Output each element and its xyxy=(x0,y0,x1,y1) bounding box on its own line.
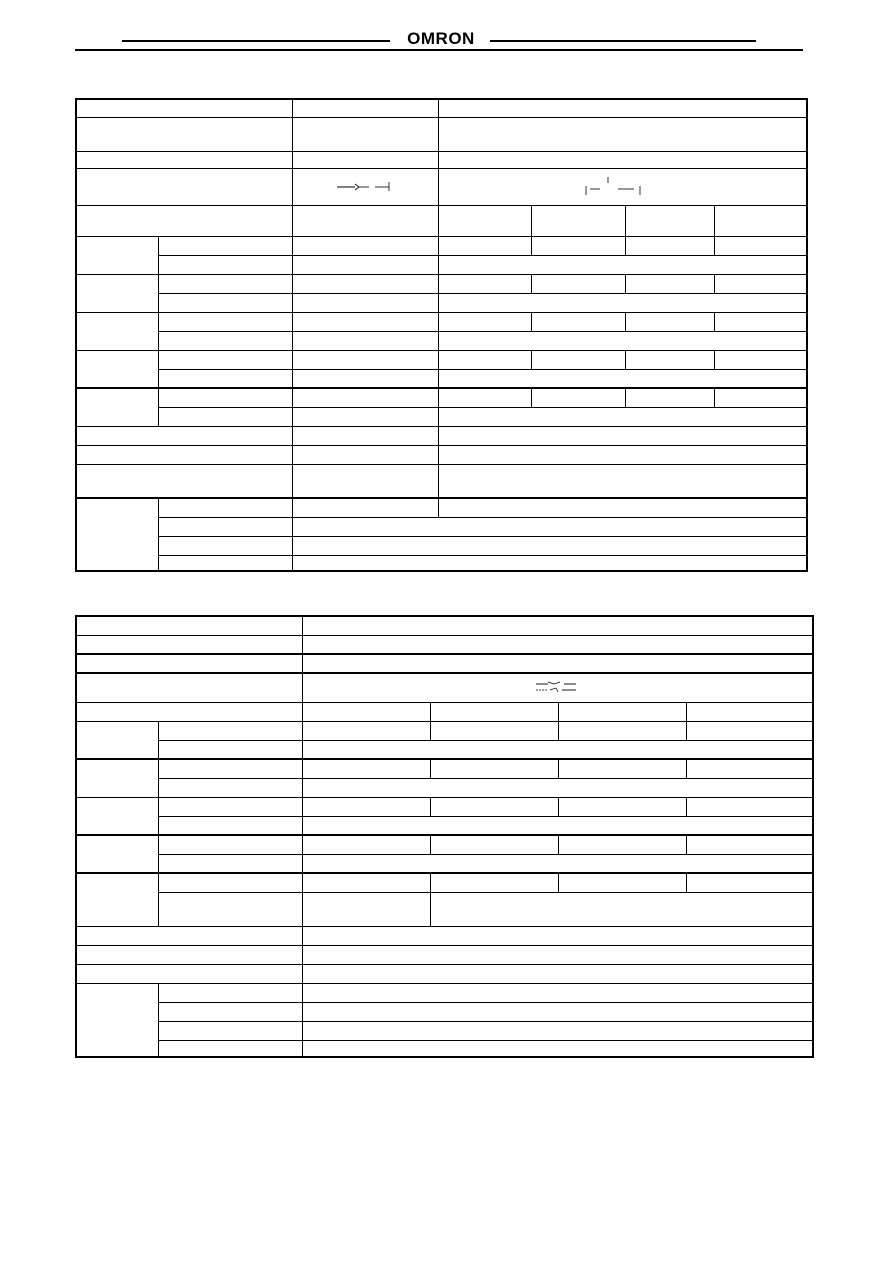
table-row xyxy=(76,873,813,892)
contact-diagram-icon xyxy=(582,173,662,199)
omron-logo: OMRON xyxy=(407,29,475,48)
table-row xyxy=(76,797,813,816)
table-row xyxy=(76,350,807,369)
table-row xyxy=(76,293,807,312)
header-rule-left xyxy=(122,40,390,42)
page-header xyxy=(0,0,892,60)
table-row xyxy=(76,369,807,388)
table-row xyxy=(76,816,813,835)
contact-form-icon xyxy=(335,180,395,192)
table-row xyxy=(76,616,813,635)
table-row xyxy=(76,740,813,759)
table-row xyxy=(76,151,807,168)
table-row xyxy=(76,255,807,274)
table-row xyxy=(76,517,807,536)
table-row xyxy=(76,1040,813,1057)
table-row xyxy=(76,983,813,1002)
header-rule-right xyxy=(490,40,756,42)
table-row xyxy=(76,555,807,571)
table-row xyxy=(76,99,807,117)
table-row xyxy=(76,312,807,331)
contact-form-icon xyxy=(534,680,580,694)
table-row xyxy=(76,445,807,464)
table-row xyxy=(76,205,807,236)
table-row xyxy=(76,778,813,797)
contact-symbol-cell xyxy=(292,168,438,205)
table-row xyxy=(76,498,807,517)
table-row xyxy=(76,702,813,721)
contact-diagram-cell xyxy=(438,168,807,205)
table-row xyxy=(76,426,807,445)
table-row xyxy=(76,407,807,426)
table-row xyxy=(76,1021,813,1040)
table-row xyxy=(76,835,813,854)
table-row xyxy=(76,964,813,983)
table-row xyxy=(76,654,813,673)
table-row xyxy=(76,892,813,926)
table-row xyxy=(76,759,813,778)
header-rule-main xyxy=(75,49,803,51)
table-row xyxy=(76,926,813,945)
table-row xyxy=(76,464,807,498)
table-row xyxy=(76,331,807,350)
table-row xyxy=(76,536,807,555)
table-row xyxy=(76,388,807,407)
table-row xyxy=(76,168,807,205)
table-row xyxy=(76,635,813,654)
table-row xyxy=(76,721,813,740)
table-row xyxy=(76,117,807,151)
table-row xyxy=(76,673,813,702)
table-row xyxy=(76,236,807,255)
table-row xyxy=(76,274,807,293)
contact-symbol-cell xyxy=(302,673,813,702)
spec-table-1 xyxy=(75,98,808,572)
table-row xyxy=(76,854,813,873)
table-row xyxy=(76,1002,813,1021)
spec-table-2 xyxy=(75,615,814,1058)
table-row xyxy=(76,945,813,964)
